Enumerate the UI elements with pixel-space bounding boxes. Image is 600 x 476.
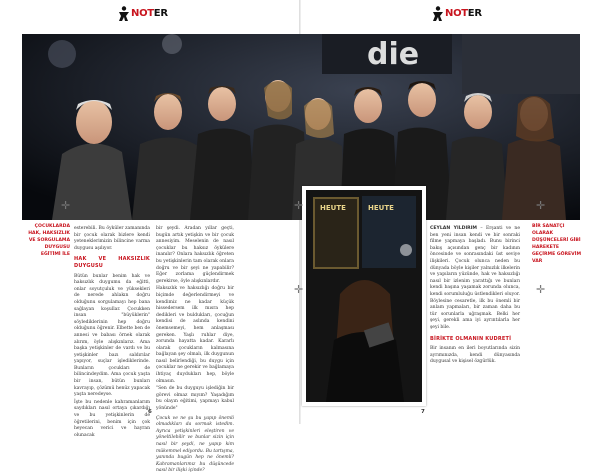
- section-heading: BİRİKTE OLMANIN KUDRETİ: [430, 335, 512, 342]
- crop-mark: ✛: [294, 283, 304, 296]
- crop-mark: ✛: [61, 199, 71, 212]
- magazine-logo-right: [431, 4, 482, 24]
- logo-text: NOTER: [131, 8, 168, 19]
- page-number: 6: [148, 409, 152, 415]
- inset-photo: [302, 186, 426, 406]
- quote: Çocuk ve ne şu bu yapıp önemli olmadıkları da sormak istedim. Ayrıca yetişkinleri eleştiren ve yöneltilebilir ve bunlar sizin için nasıl bir şeydi, ne yapıp kim mükemmel ediyordu. Bu tartışma, yanında bugün hep ne önemli? Kahramanlarımız bu düşüncede nasıl bir ilişki içinde?: [156, 415, 234, 474]
- page-number: 7: [421, 409, 425, 415]
- text-column-3: [430, 226, 520, 367]
- group-photo-image: [22, 34, 580, 220]
- inset-sign-text-2: HEUTE: [368, 204, 394, 212]
- left-pull-quote: ÇOCUKLARDA HAK, HAKSIZLIK VE SORGULAMA DUYGUSU EĞİTİMİ İLE: [28, 224, 70, 257]
- text-column-2: [156, 226, 234, 476]
- inset-photo-image: [306, 190, 422, 402]
- byline: CEYLAN YILDIRIM: [430, 226, 477, 231]
- crop-mark: ✛: [536, 283, 546, 296]
- paragraph: bir şeydi. Aradan yıllar geçti, bugün artık yetişkin ve bir çocuk annesiyim. Meselenin de nasıl çocuklar bu haksız öykülere inanılır? Onlara haksızlık öğreten bu yetişkinlerin tam olarak onlara doğru ve bir şeyi ne yapabilir? Eğer zorlama güçlendirmek gerekirse, öyle alışkınlardır.: [156, 226, 234, 284]
- figure-icon: [117, 6, 131, 22]
- paragraph: İşte bu nedenle kahramanlarım saydıkları nasıl ortaya çıkardığı ve bu yetişkinlerin de öğretilerini, benim için çok heyecan verici ve hayran olunacak: [74, 399, 150, 438]
- right-pull-quote: BİR SANATÇI OLARAK DÜŞÜNCELERİ GİBİ HAREKETE GEÇİRME GÖREVİM VAR: [532, 224, 582, 264]
- paragraph: – Erşanti ve ne ben yeni insan kendi ve bir sonraki filme yapmaya başladı. Bunu birinci bakış açısından genç bir kadının öncesinde ve sonrasındaki üst seviye ilişkileri. Çocuk olunca neden bu dünyada böyle kişiler yalnızlık ilkelerin ve yapıların yüzünde, hak ve haksızlığı nasıl bir izlenim yarattığı ve bunları kendi başına yaşamak zorunda olunca, kendi sorumluluğu üstlendikleri oluyor. Böylesine cesaretle, ilk bu önemli bir anlam yapmaları, bir zaman daha bu tür sorunlarla uğraşmak. Belki her şeyi, gerekli ama iyi ayrıntılarla her şeyi bile.: [430, 226, 520, 330]
- magazine-logo: [117, 4, 168, 24]
- group-photo: [22, 34, 580, 220]
- paragraph: Bütün bunlar benim hak ve haksızlık duygumu da eğitti, onlar soyutçuluk ve yüksekleri de nerede ahlakın doğru olduğunu sorgulamayı hep bana sağlayan koşullar. Çocukken insan "büyüklerin" söylediklerinin hep doğru olduğunu öğrenir. Elbette ben de annesi ve babası örnek olarak alırım, öyle alışkınlarız. Ama başka yetişkinler de vardı ve bu yetişkinler bazı saldırılar yapıyor, suçlar işlediklerinde. Bunların çocukları de bilincindeydim. Ama çocuk yaşta bir insan, bütün bunları kavrayıp, çözümü henüz yapacak yaşta neredeyse.: [74, 273, 150, 398]
- logo-text: NOTER: [445, 8, 482, 19]
- section-heading: HAK VE HAKSIZLIK DUYGUSU: [74, 256, 150, 269]
- poster-text: die: [367, 37, 420, 72]
- crop-mark: ✛: [536, 199, 546, 212]
- paragraph: "Sen de bu duyguyu işlediğin bir görevi olmaz mıyım? Yaşadığım bu olayın eğitimi, yapmayı kabul yönünde": [156, 386, 234, 412]
- inset-sign-text: HEUTE: [320, 204, 346, 212]
- figure-icon: [431, 6, 445, 22]
- paragraph: Haksızlık ve haksızlığı doğru bir biçimde değerlendirmeyi ve kendimiz ne kadar küçük hissedersem ilk mısra hep dedikleri ve buldukları, çocuğun kendisi de aslında kendini önemsemeyi, hem anlaşması gereken. Yaşlı ruhlar diye, zorunda hayatta kadar. Kararlı olarak çocukların kalmasına bağlayan şey olmalı, ilk duygunun nasıl belirlendiği, bu duygu için çocuklar ne gerekir ve bağlamaya ihtiyaç duydukları hep, böyle olmasın.: [156, 286, 234, 384]
- text-column-1: [74, 226, 150, 440]
- paragraph: esterebili. Bu öyküler zamanında bir çocuk olarak bizlere kendi yeteneklerimizin bilincine varma duygusu aşılıyor.: [74, 226, 150, 251]
- crop-mark: ✛: [294, 199, 304, 212]
- paragraph: Bir insanın en ileri boyutlarında sizin ayrımınızda, kendi dünyasında duygusal ve kişisel özgürlük.: [430, 346, 520, 365]
